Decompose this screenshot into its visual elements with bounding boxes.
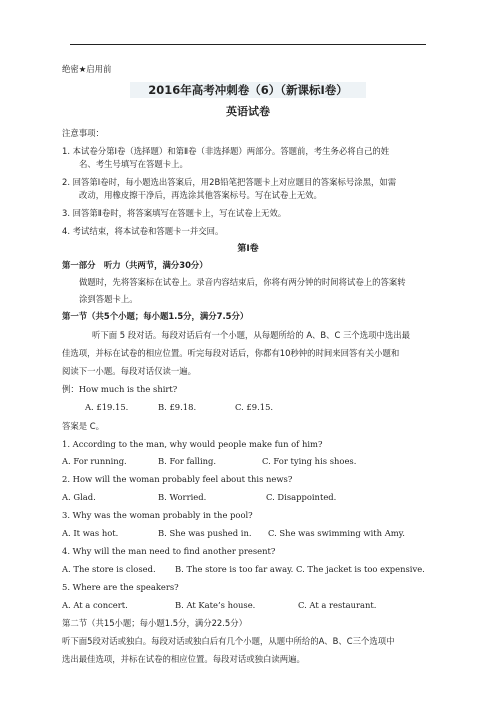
page-title [0,82,496,98]
q2-option-c: C. Disappointed. [266,492,337,502]
q2-option-a: A. Glad. [62,492,96,502]
section-title: 第Ⅰ卷 [237,244,259,254]
sub1-heading: 第一节（共5个小题；每小题1.5分，满分7.5分） [62,311,249,321]
sub2-desc: 听下面5段对话或独白。每段对话或独白后有几个小题，从题中所给的A、B、C三个选项中 [62,636,395,646]
note-line: 名、考生号填写在答题卡上。 [79,159,188,169]
q3-option-c: C. She was swimming with Amy. [268,528,405,538]
secret-label: 绝密★启用前 [62,64,112,74]
top-rule [70,44,426,45]
example-option-c: C. £9.15. [235,402,274,412]
q1-option-b: B. For falling. [158,456,217,466]
sub2-desc: 选出最佳选项，并标在试卷的相应位置。每段对话或独白读两遍。 [62,654,305,664]
note-line: 改动，用橡皮擦干净后，再选涂其他答案标号。写在试卷上无效。 [79,190,322,200]
question-2: 2. How will the woman probably feel about this news? [62,474,293,484]
page-title-text: 2016年高考冲刺卷（6）（新课标Ⅰ卷） [130,82,366,98]
question-5: 5. Where are the speakers? [62,582,179,592]
sub2-heading: 第二节（共15小题；每小题1.5分，满分22.5分） [62,618,247,628]
example-option-b: B. £9.18. [158,402,197,412]
notes-heading: 注意事项： [62,128,104,138]
page-subtitle: 英语试卷 [226,105,270,118]
example-option-a: A. £19.15. [85,402,129,412]
sub1-desc: 阅读下一小题。每段对话仅读一遍。 [62,366,196,376]
note-line: 2. 回答第Ⅰ卷时，每小题选出答案后，用2B铅笔把答题卡上对应题目的答案标号涂黑，如需 [62,177,397,187]
note-line: 4. 考试结束，将本试卷和答题卡一并交回。 [62,226,224,236]
part1-desc: 做题时，先将答案标在试卷上。录音内容结束后，你将有两分钟的时间将试卷上的答案转 [79,277,406,287]
q3-option-b: B. She was pushed in. [158,528,252,538]
q4-option-a: A. The store is closed. [62,564,156,574]
q5-option-b: B. At Kate’s house. [175,600,256,610]
q5-option-c: C. At a restaurant. [298,600,377,610]
q2-option-b: B. Worried. [158,492,207,502]
q1-option-a: A. For running. [62,456,127,466]
q5-option-a: A. At a concert. [62,600,128,610]
q1-option-c: C. For tying his shoes. [262,456,357,466]
part1-heading: 第一部分 听力（共两节，满分30分） [62,260,208,270]
sub1-desc: 佳选项，并标在试卷的相应位置。听完每段对话后，你都有10秒钟的时间来回答有关小题和 [62,348,400,358]
q3-option-a: A. It was hot. [62,528,119,538]
sub1-desc: 听下面 5 段对话。每段对话后有一个小题，从每题所给的 A、B、C 三个选项中选出最 [92,330,411,340]
note-line: 3. 回答第Ⅱ卷时，将答案填写在答题卡上，写在试卷上无效。 [62,208,287,218]
example-question: 例：How much is the shirt? [62,384,178,394]
question-3: 3. Why was the woman probably in the pool? [62,510,253,520]
question-1: 1. According to the man, why would people make fun of him? [62,439,323,449]
part1-desc: 涂到答题卡上。 [79,294,138,304]
q4-option-c: C. The jacket is too expensive. [296,564,425,574]
question-4: 4. Why will the man need to find another present? [62,546,276,556]
q4-option-b: B. The store is too far away. [175,564,294,574]
note-line: 1. 本试卷分第Ⅰ卷（选择题）和第Ⅱ卷（非选择题）两部分。答题前，考生务必将自己的姓 [62,146,390,156]
example-answer: 答案是 C。 [62,421,105,431]
